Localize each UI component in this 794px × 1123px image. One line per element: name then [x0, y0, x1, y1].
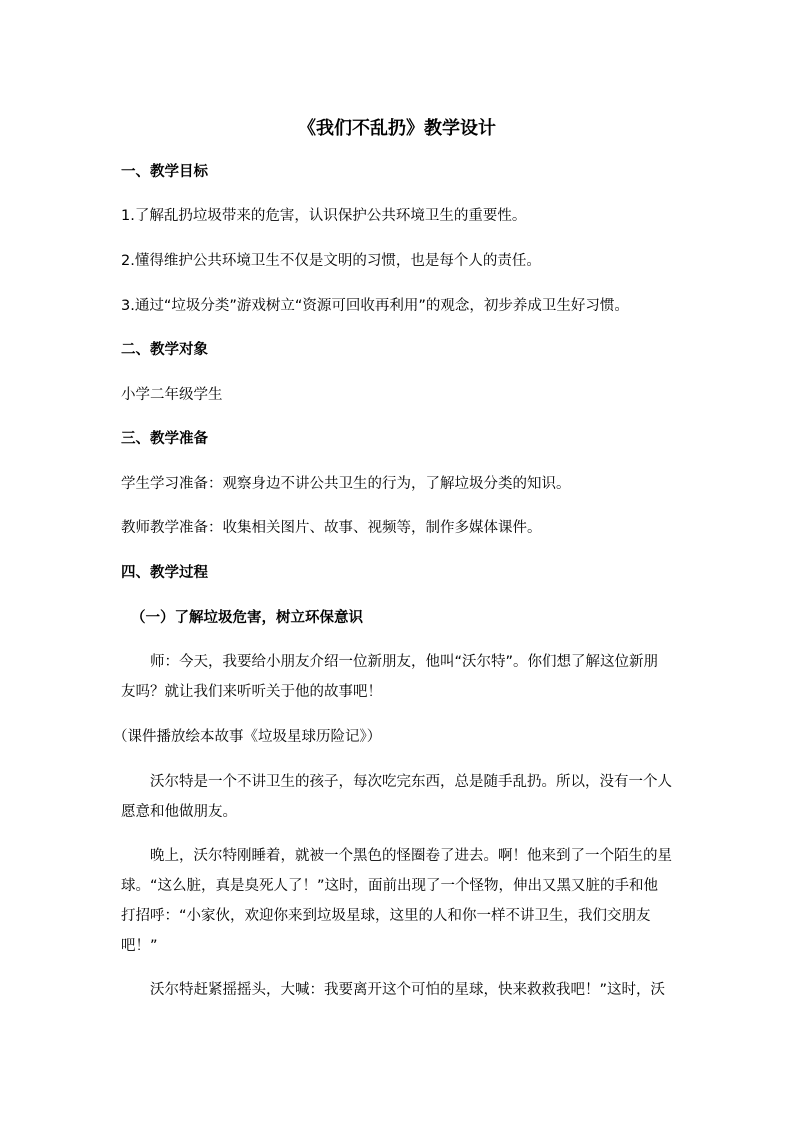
audience-text: 小学二年级学生: [121, 387, 223, 403]
paragraph-2-line-2: 愿意和他做朋友。: [121, 804, 237, 820]
courseware-aside: （课件播放绘本故事《垃圾星球历险记》）: [113, 729, 382, 745]
paragraph-3-line-3: 打招呼：“小家伙，欢迎你来到垃圾星球，这里的人和你一样不讲卫生，我们交朋友: [121, 908, 651, 924]
section-heading-goals: 一、教学目标: [121, 164, 208, 180]
goal-item-3: 3.通过“垃圾分类”游戏树立“资源可回收再利用”的观念，初步养成卫生好习惯。: [121, 298, 629, 314]
paragraph-1-line-2: 友吗？就让我们来听听关于他的故事吧！: [121, 684, 382, 700]
preparation-teacher: 教师教学准备：收集相关图片、故事、视频等，制作多媒体课件。: [121, 520, 542, 536]
paragraph-3-line-4: 吧！”: [121, 938, 158, 954]
section-heading-audience: 二、教学对象: [121, 342, 208, 358]
paragraph-4-line-1: 沃尔特赶紧摇摇头，大喊：我要离开这个可怕的星球，快来救救我吧！”这时，沃: [150, 982, 666, 998]
goal-item-2: 2.懂得维护公共环境卫生不仅是文明的习惯，也是每个人的责任。: [121, 253, 541, 269]
paragraph-3-line-2: 球。“这么脏，真是臭死人了！”这时，面前出现了一个怪物，伸出又黑又脏的手和他: [121, 878, 659, 894]
document-title: 《我们不乱扔》教学设计: [298, 118, 496, 139]
paragraph-3-line-1: 晚上，沃尔特刚睡着，就被一个黑色的怪圈卷了进去。啊！他来到了一个陌生的星: [150, 848, 672, 864]
paragraph-1-line-1: 师：今天，我要给小朋友介绍一位新朋友，他叫“沃尔特”。你们想了解这位新朋: [150, 654, 659, 670]
paragraph-2-line-1: 沃尔特是一个不讲卫生的孩子，每次吃完东西，总是随手乱扔。所以，没有一个人: [150, 774, 672, 790]
section-heading-preparation: 三、教学准备: [121, 431, 208, 447]
preparation-student: 学生学习准备：观察身边不讲公共卫生的行为，了解垃圾分类的知识。: [121, 476, 571, 492]
process-subheading: （一）了解垃圾危害，树立环保意识: [131, 610, 363, 626]
goal-item-1: 1.了解乱扔垃圾带来的危害，认识保护公共环境卫生的重要性。: [121, 208, 527, 224]
section-heading-process: 四、教学过程: [121, 565, 208, 581]
